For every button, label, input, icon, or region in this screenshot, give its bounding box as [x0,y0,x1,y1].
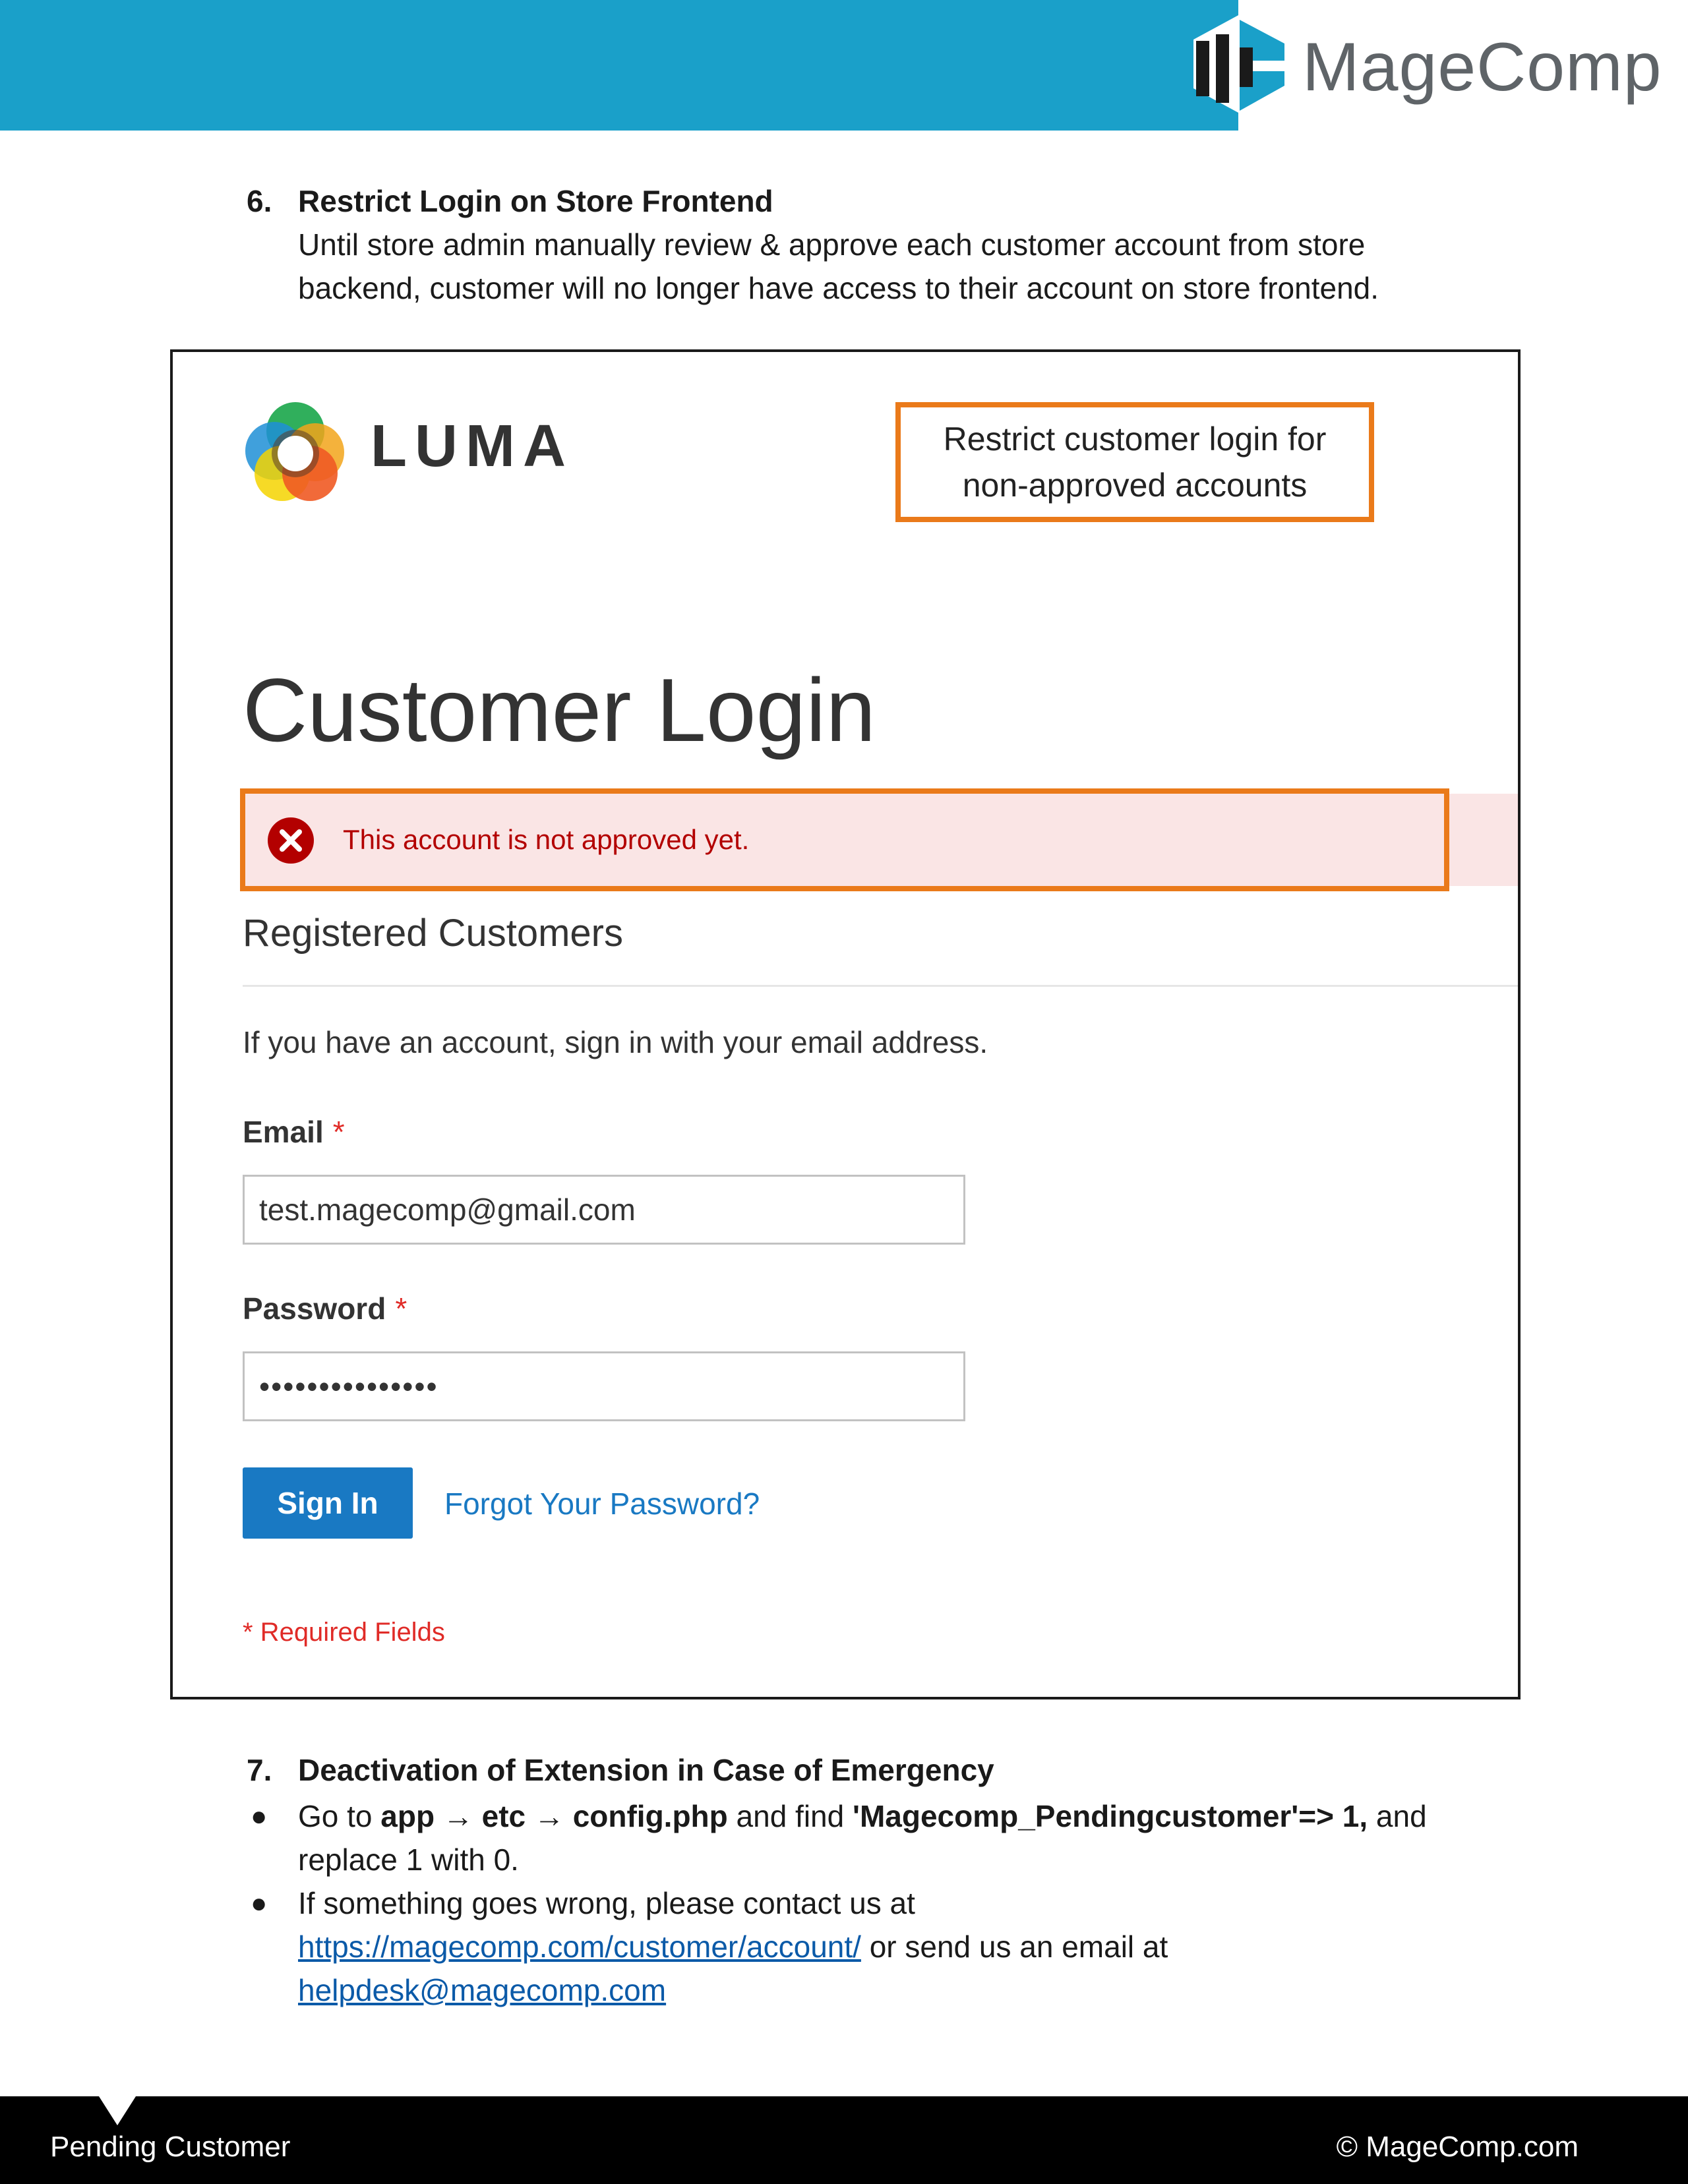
header-band [0,0,1238,131]
section-number: 6. [247,184,272,218]
account-link[interactable]: https://magecomp.com/customer/account/ [298,1930,861,1964]
footer-title: Pending Customer [50,2131,291,2163]
callout-line: Restrict customer login for [943,421,1327,457]
text: and [1368,1799,1427,1833]
path-config: config.php [572,1799,728,1833]
password-label-text: Password [243,1291,386,1326]
email-link[interactable]: helpdesk@magecomp.com [298,1973,667,2007]
bullet-line [298,1794,1427,1838]
bullet-line [298,1968,1427,2012]
magecomp-brand [1187,15,1675,113]
login-screenshot [170,349,1521,1699]
text: or send us an email at [860,1930,1168,1964]
bullet-line: replace 1 with 0. [298,1843,519,1877]
annotation-callout [895,402,1374,522]
error-icon [266,816,315,865]
required-fields-note: * Required Fields [243,1618,445,1647]
path-etc: etc [481,1799,526,1833]
block-title: Registered Customers [243,912,623,955]
luma-wordmark: LUMA [371,413,574,479]
divider [243,985,1518,987]
path-app: app [380,1799,435,1833]
error-text: This account is not approved yet. [343,824,750,855]
bullet-dot: ● [251,1887,268,1918]
text: and find [727,1799,853,1833]
footer-copyright: © MageComp.com [1336,2131,1579,2163]
section-6-heading [247,179,1379,223]
section-title: Deactivation of Extension in Case of Emergency [298,1753,994,1787]
message-background [1443,794,1521,886]
arrow-right-icon: → [533,1799,564,1833]
section-title: Restrict Login on Store Frontend [298,184,773,218]
body-line: backend, customer will no longer have access to their account on store frontend. [298,271,1379,305]
body-line: Until store admin manually review & approve each customer account from store [298,227,1366,262]
email-label [243,1114,345,1150]
list-item [247,1881,1427,2012]
error-message [240,788,1449,891]
list-item [247,1794,1427,1881]
forgot-password-link[interactable]: Forgot Your Password? [444,1487,760,1521]
password-input[interactable] [243,1351,965,1421]
bullet-dot: ● [251,1800,268,1831]
config-key: 'Magecomp_Pendingcustomer'=> 1, [853,1799,1368,1833]
bullet-line: If something goes wrong, please contact us at [298,1886,915,1920]
arrow-right-icon: → [442,1799,473,1833]
password-label [243,1291,407,1326]
required-mark: * [395,1291,407,1326]
magecomp-logo-icon [1187,15,1292,113]
required-mark: * [332,1115,345,1149]
page-title: Customer Login [243,660,876,761]
email-input[interactable] [243,1175,965,1245]
section-7 [247,1748,994,1792]
intro-text: If you have an account, sign in with your email address. [243,1025,988,1059]
luma-logo-icon [243,399,348,505]
footer-notch [99,2096,136,2125]
brand-name: MageComp [1302,29,1662,105]
section-6 [247,179,1379,310]
text: Go to [298,1799,381,1833]
section-7-bullets [247,1794,1427,2012]
section-6-body [247,223,1379,310]
section-7-heading [247,1748,994,1792]
callout-line: non-approved accounts [962,467,1308,504]
section-number: 7. [247,1753,272,1787]
bullet-line [298,1925,1427,1968]
sign-in-button[interactable]: Sign In [243,1467,413,1539]
email-label-text: Email [243,1115,324,1149]
